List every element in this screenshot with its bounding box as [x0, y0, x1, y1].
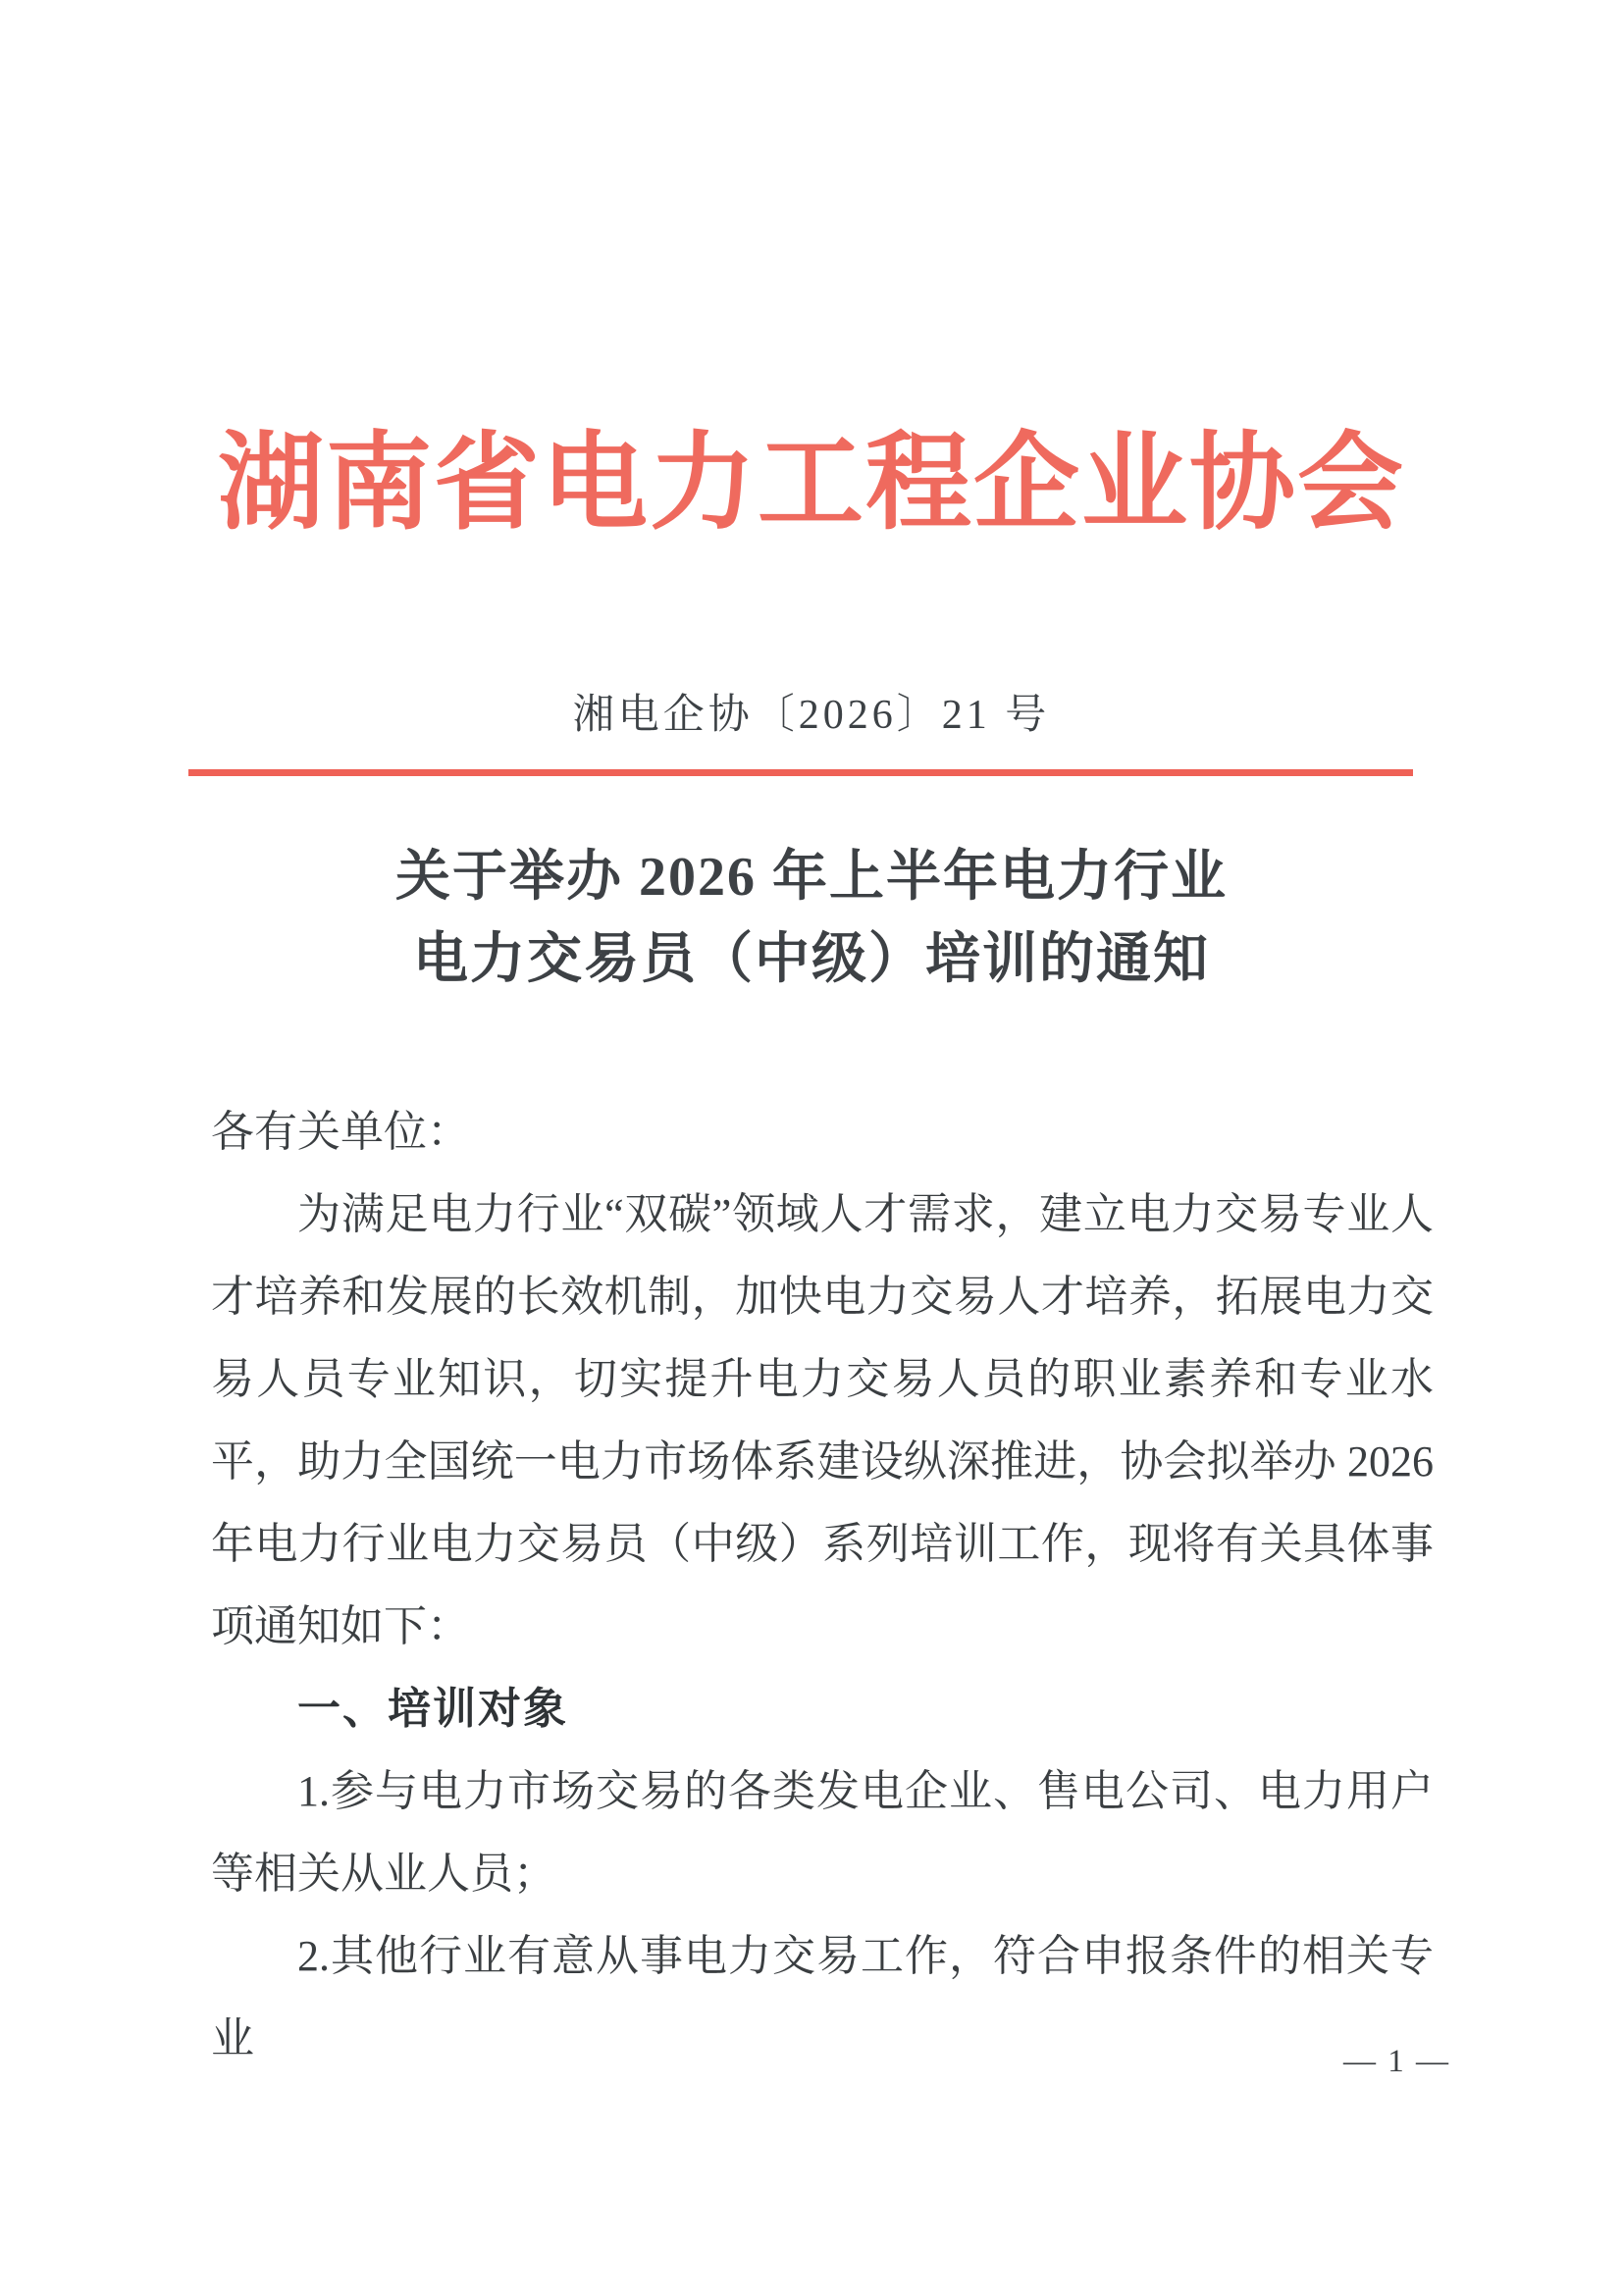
doc-title — [0, 836, 1623, 1001]
document-body — [211, 1091, 1434, 2080]
doc-number: 湘电企协〔2026〕21 号 — [572, 693, 1051, 738]
red-divider-rule — [188, 769, 1413, 776]
page-number: — 1 — — [1343, 2044, 1450, 2079]
doc-title-line-1: 关于举办 2026 年上半年电力行业 — [395, 847, 1228, 908]
salutation: 各有关单位： — [211, 1108, 470, 1156]
org-title: 湖南省电力工程企业协会 — [217, 426, 1405, 543]
training-target-item-1: 1.参与电力市场交易的各类发电企业、售电公司、电力用户等相关从业人员； — [211, 1767, 1434, 1898]
section-1-heading: 一、培训对象 — [297, 1685, 568, 1733]
doc-title-line-2: 电力交易员（中级）培训的通知 — [413, 929, 1210, 990]
intro-paragraph: 为满足电力行业“双碳”领域人才需求，建立电力交易专业人才培养和发展的长效机制，加快电力交易人才培养，拓展电力交易人员专业知识，切实提升电力交易人员的职业素养和专业水平，助力全国统一电力市场体系建设纵深推进，协会拟举办 2026 年电力行业电力交易员（中级）系列培训工作，现将有关具体事项通知如下： — [211, 1190, 1434, 1650]
training-target-item-2: 2.其他行业有意从事电力交易工作，符合申报条件的相关专业 — [211, 1932, 1434, 2062]
